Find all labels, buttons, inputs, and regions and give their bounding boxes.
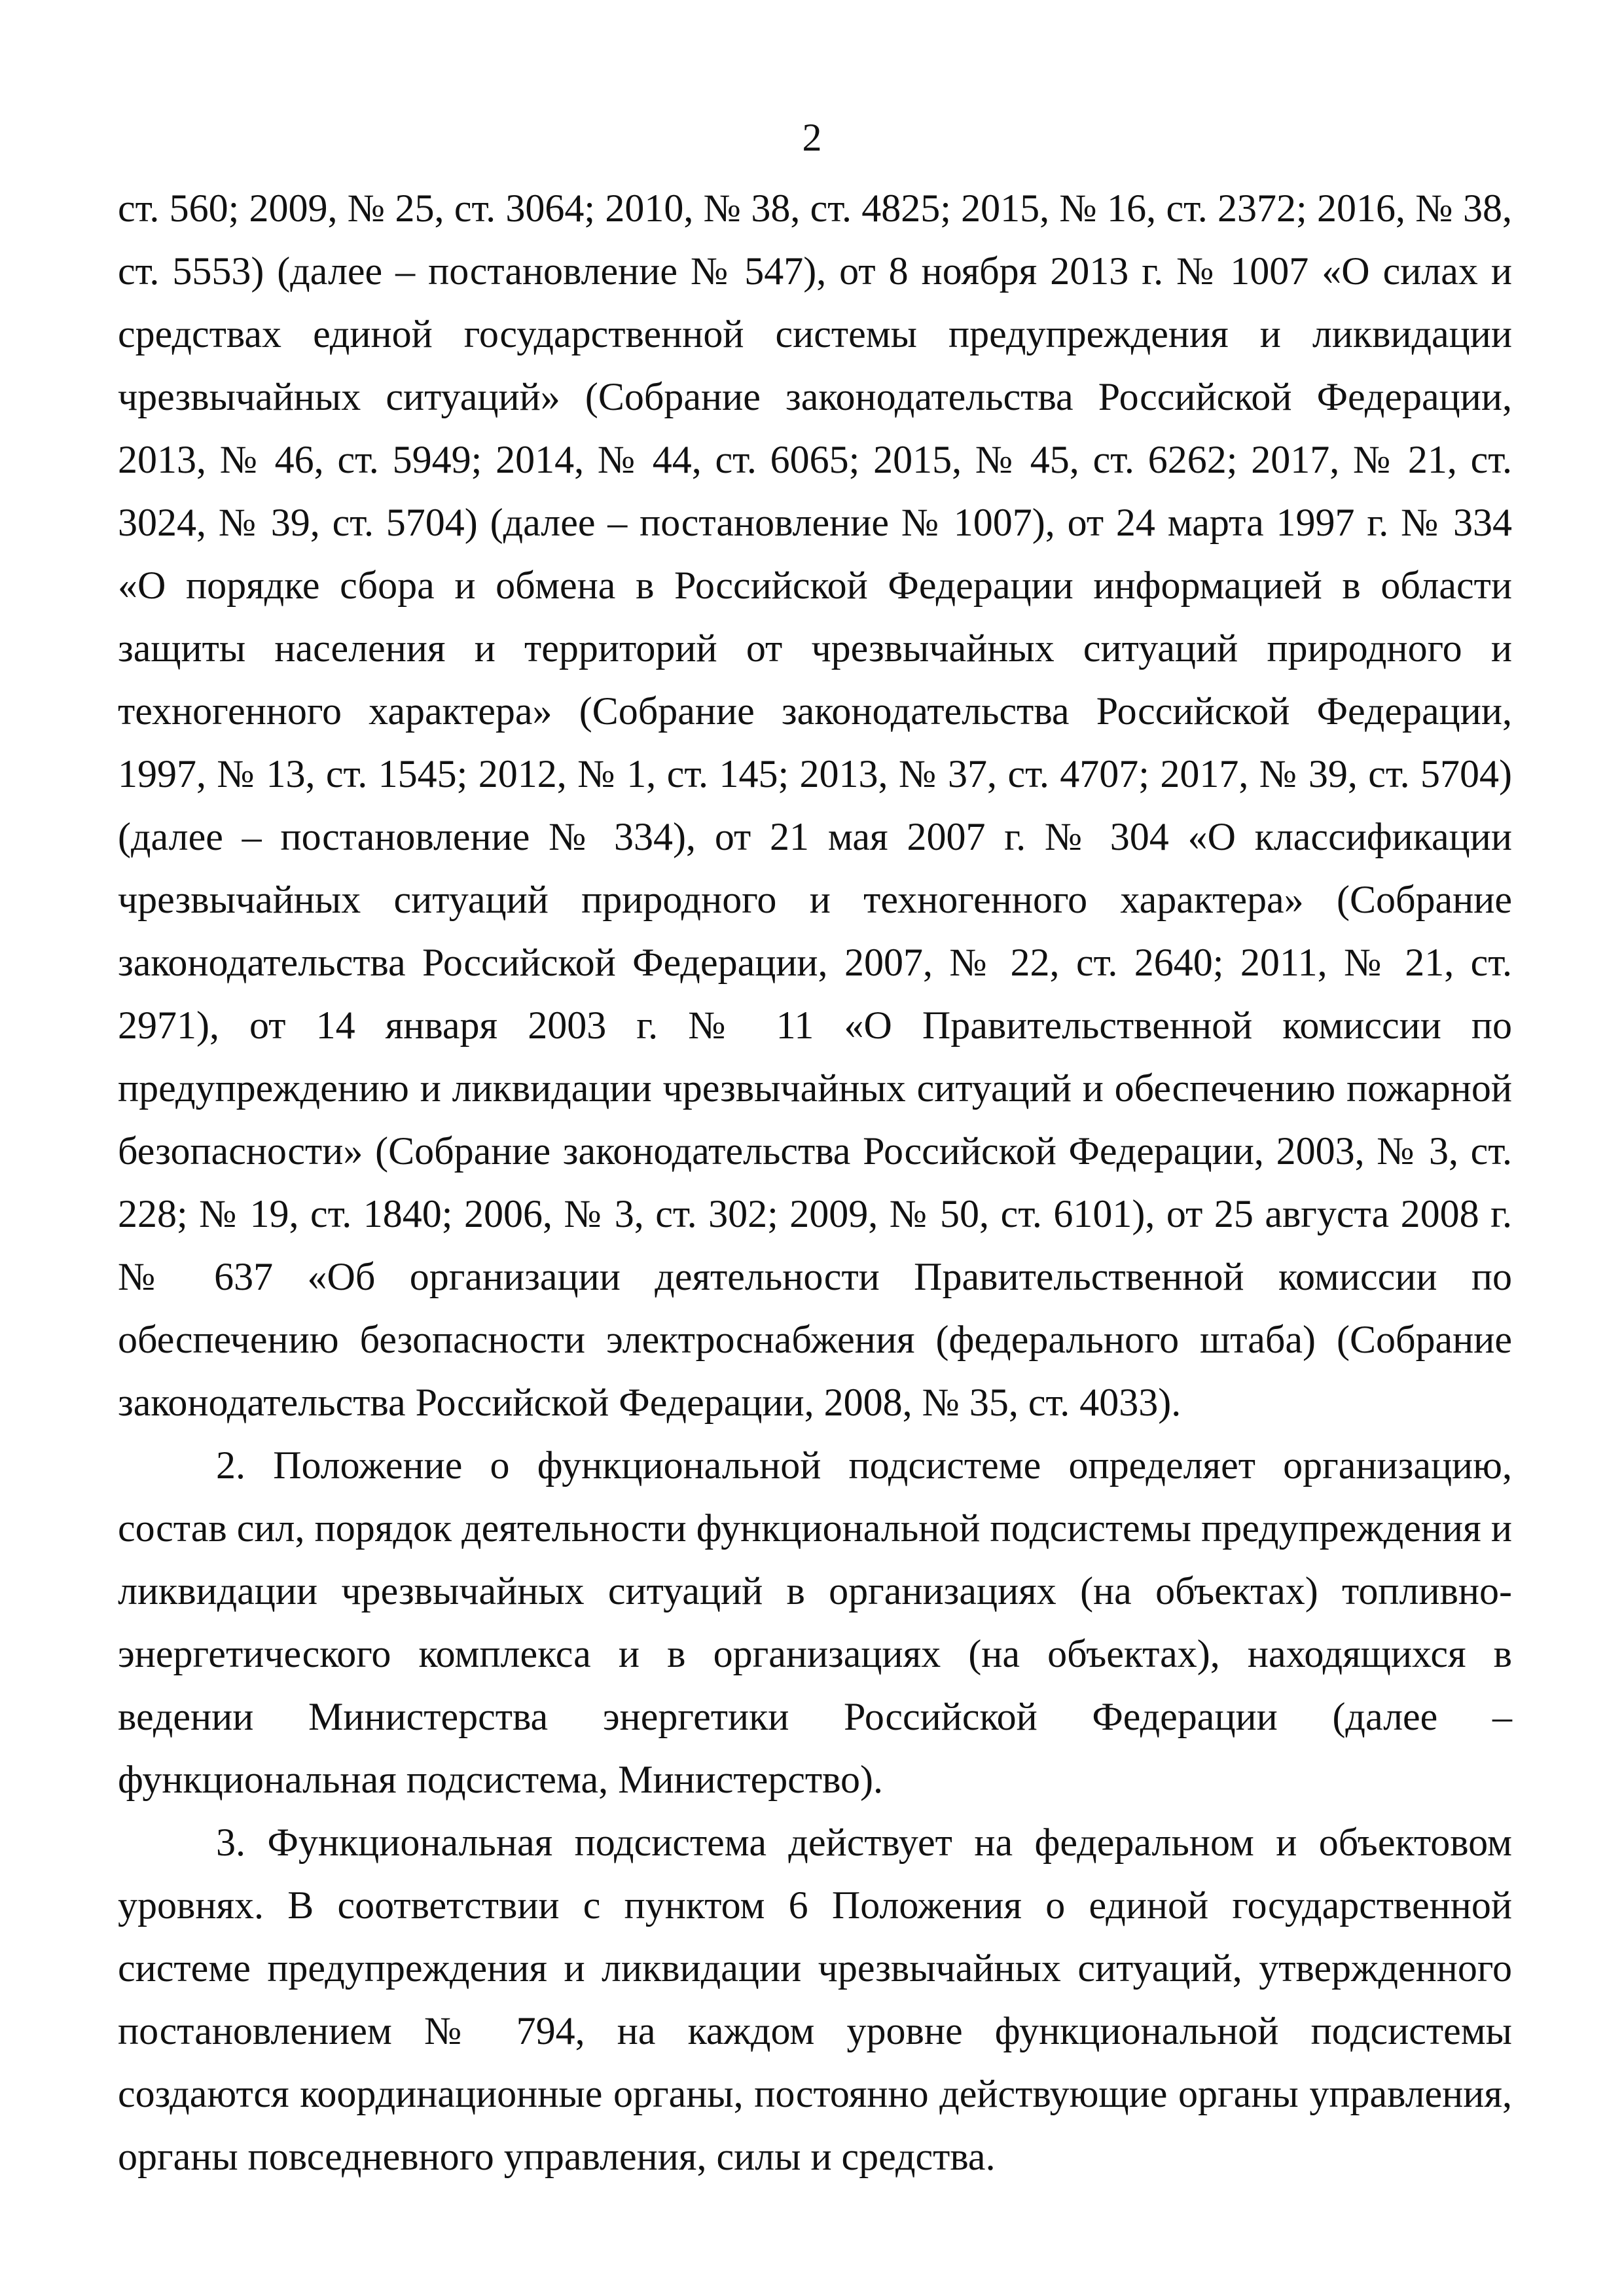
document-body xyxy=(118,177,1512,2188)
paragraph-3: 3. Функциональная подсистема действует на федеральном и объектовом уровнях. В соответствии с пунктом 6 Положения о единой государственной системе предупреждения и ликвидации чрезвычайных ситуаций, утвержденного постановлением № 794, на каждом уровне функциональной подсистемы создаются координационные органы, постоянно действующие органы управления, органы повседневного управления, силы и средства. xyxy=(118,1821,1512,2178)
paragraph-1-continuation: ст. 560; 2009, № 25, ст. 3064; 2010, № 38, ст. 4825; 2015, № 16, ст. 2372; 2016, № 38, ст. 5553) (далее – постановление № 547), от 8 ноября 2013 г. № 1007 «О силах и средствах единой государственной системы предупреждения и ликвидации чрезвычайных ситуаций» (Собрание законодательства Российской Федерации, 2013, № 46, ст. 5949; 2014, № 44, ст. 6065; 2015, № 45, ст. 6262; 2017, № 21, ст. 3024, № 39, ст. 5704) (далее – постановление № 1007), от 24 марта 1997 г. № 334 «О порядке сбора и обмена в Российской Федерации информацией в области защиты населения и территорий от чрезвычайных ситуаций природного и техногенного характера» (Собрание законодательства Российской Федерации, 1997, № 13, ст. 1545; 2012, № 1, ст. 145; 2013, № 37, ст. 4707; 2017, № 39, ст. 5704) (далее – постановление № 334), от 21 мая 2007 г. № 304 «О классификации чрезвычайных ситуаций природного и техногенного характера» (Собрание законодательства Российской Федерации, 2007, № 22, ст. 2640; 2011, № 21, ст. 2971), от 14 января 2003 г. № 11 «О Правительственной комиссии по предупреждению и ликвидации чрезвычайных ситуаций и обеспечению пожарной безопасности» (Собрание законодательства Российской Федерации, 2003, № 3, ст. 228; № 19, ст. 1840; 2006, № 3, ст. 302; 2009, № 50, ст. 6101), от 25 августа 2008 г. № 637 «Об организации деятельности Правительственной комиссии по обеспечению безопасности электроснабжения (федерального штаба) (Собрание законодательства Российской Федерации, 2008, № 35, ст. 4033). xyxy=(118,187,1512,1424)
paragraph-2: 2. Положение о функциональной подсистеме определяет организацию, состав сил, порядок деятельности функциональной подсистемы предупреждения и ликвидации чрезвычайных ситуаций в организациях (на объектах) топливно-энергетического комплекса и в организациях (на объектах), находящихся в ведении Министерства энергетики Российской Федерации (далее – функциональная подсистема, Министерство). xyxy=(118,1444,1512,1801)
page-number: 2 xyxy=(802,116,822,159)
